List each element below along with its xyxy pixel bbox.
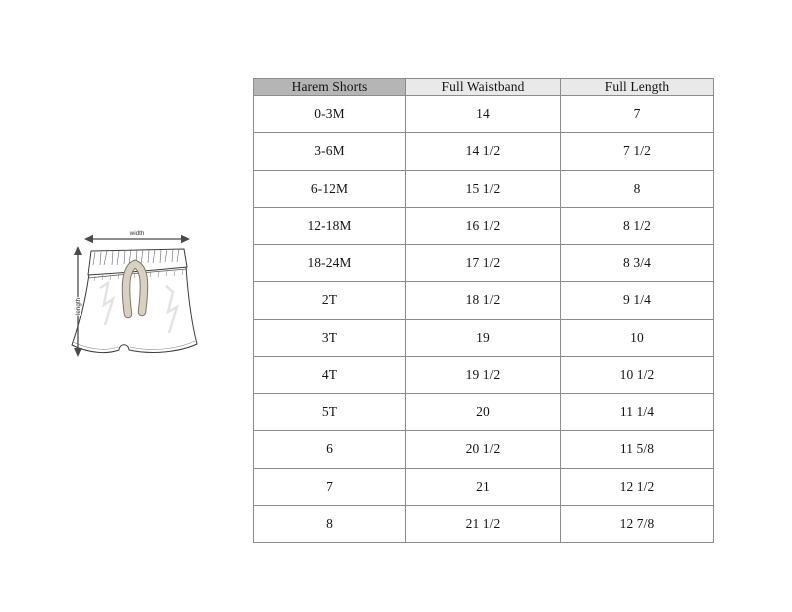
size-cell: 6-12M [254, 170, 406, 207]
size-cell: 3-6M [254, 133, 406, 170]
length-cell: 7 1/2 [561, 133, 714, 170]
size-cell: 18-24M [254, 245, 406, 282]
waistband-cell: 16 1/2 [406, 207, 561, 244]
table-row [254, 431, 714, 468]
shorts-body [72, 267, 197, 353]
length-cell: 10 [561, 319, 714, 356]
table-row [254, 207, 714, 244]
length-cell: 8 [561, 170, 714, 207]
size-cell: 7 [254, 468, 406, 505]
size-cell: 6 [254, 431, 406, 468]
waistband-cell: 14 [406, 96, 561, 133]
size-cell: 2T [254, 282, 406, 319]
length-cell: 12 7/8 [561, 505, 714, 542]
table-row [254, 245, 714, 282]
size-cell: 8 [254, 505, 406, 542]
header-row [254, 79, 714, 96]
length-cell: 7 [561, 96, 714, 133]
size-cell: 5T [254, 394, 406, 431]
length-cell: 10 1/2 [561, 356, 714, 393]
shorts-diagram [62, 222, 212, 407]
length-cell: 9 1/4 [561, 282, 714, 319]
length-cell: 8 3/4 [561, 245, 714, 282]
waistband-cell: 19 1/2 [406, 356, 561, 393]
table-row [254, 356, 714, 393]
table-row [254, 505, 714, 542]
table-row [254, 96, 714, 133]
column-header-product: Harem Shorts [254, 79, 406, 96]
column-header-waistband: Full Waistband [406, 79, 561, 96]
table-row [254, 319, 714, 356]
waistband-cell: 14 1/2 [406, 133, 561, 170]
waistband-cell: 18 1/2 [406, 282, 561, 319]
waistband-cell: 17 1/2 [406, 245, 561, 282]
width-label: width [129, 230, 145, 237]
table-row [254, 468, 714, 505]
length-cell: 11 5/8 [561, 431, 714, 468]
column-header-length: Full Length [561, 79, 714, 96]
waistband-cell: 19 [406, 319, 561, 356]
table-row [254, 170, 714, 207]
waistband-cell: 15 1/2 [406, 170, 561, 207]
table-row [254, 282, 714, 319]
length-cell: 11 1/4 [561, 394, 714, 431]
size-cell: 3T [254, 319, 406, 356]
length-cell: 12 1/2 [561, 468, 714, 505]
length-cell: 8 1/2 [561, 207, 714, 244]
table-row [254, 133, 714, 170]
shorts-illustration [62, 222, 212, 407]
size-cell: 0-3M [254, 96, 406, 133]
waistband-cell: 21 1/2 [406, 505, 561, 542]
waistband-cell: 20 1/2 [406, 431, 561, 468]
waistband-cell: 20 [406, 394, 561, 431]
length-label: length [75, 297, 82, 315]
size-cell: 4T [254, 356, 406, 393]
size-cell: 12-18M [254, 207, 406, 244]
waistband-cell: 21 [406, 468, 561, 505]
table-row [254, 394, 714, 431]
size-chart-table [253, 78, 714, 543]
